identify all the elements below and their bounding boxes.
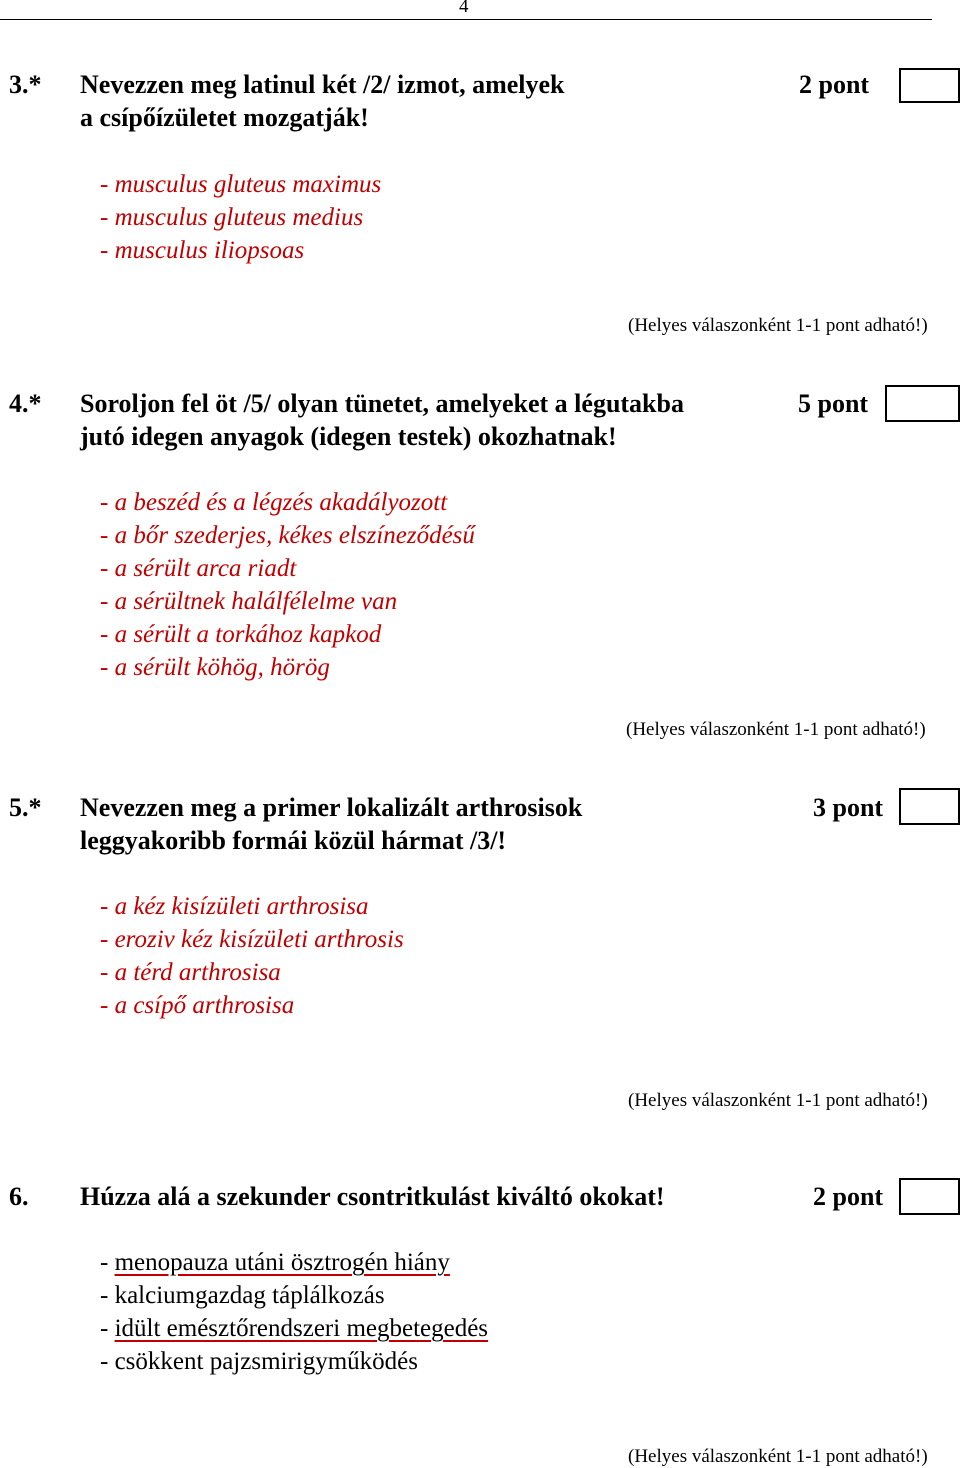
question-3-score-box[interactable] xyxy=(899,68,960,103)
question-3-number: 3.* xyxy=(9,70,42,99)
answer-item: - musculus gluteus medius xyxy=(100,204,364,231)
header-rule xyxy=(0,19,932,20)
question-5-number: 5.* xyxy=(9,793,42,822)
answer-item: - a térd arthrosisa xyxy=(100,959,281,986)
answer-dash: - xyxy=(100,1315,115,1342)
question-5-scoring-note: (Helyes válaszonként 1-1 pont adható!) xyxy=(628,1090,928,1111)
question-3-text-line2: a csípőízületet mozgatják! xyxy=(80,103,369,132)
answer-item[interactable] xyxy=(100,1282,385,1310)
answer-item: - musculus gluteus maximus xyxy=(100,171,382,198)
answer-text-underlined: idült emésztőrendszeri megbetegedés xyxy=(114,1315,489,1342)
question-3-scoring-note: (Helyes válaszonként 1-1 pont adható!) xyxy=(628,315,928,336)
answer-text-underlined: menopauza utáni ösztrogén hiány xyxy=(114,1249,450,1276)
answer-dash: - xyxy=(100,1249,115,1276)
question-6-text: Húzza alá a szekunder csontritkulást kiváltó okokat! xyxy=(80,1182,665,1211)
answer-item: - a sérült köhög, hörög xyxy=(100,654,330,681)
answer-item[interactable] xyxy=(100,1249,450,1277)
question-5-score-box[interactable] xyxy=(899,788,960,825)
question-4-text-line1: Soroljon fel öt /5/ olyan tünetet, amelyeket a légutakba xyxy=(80,389,684,418)
question-6-scoring-note: (Helyes válaszonként 1-1 pont adható!) xyxy=(628,1446,928,1467)
question-4-scoring-note: (Helyes válaszonként 1-1 pont adható!) xyxy=(626,719,926,740)
page-number: 4 xyxy=(459,0,469,17)
question-6-number: 6. xyxy=(9,1182,29,1211)
answer-item: - a sérült a torkához kapkod xyxy=(100,621,382,648)
question-4-score-box[interactable] xyxy=(885,385,960,422)
answer-item: - a csípő arthrosisa xyxy=(100,992,295,1019)
answer-item: - a beszéd és a légzés akadályozott xyxy=(100,489,448,516)
answer-item[interactable] xyxy=(100,1315,488,1343)
answer-item: - eroziv kéz kisízületi arthrosis xyxy=(100,926,404,953)
answer-dash: - xyxy=(100,1348,115,1375)
question-5-text-line1: Nevezzen meg a primer lokalizált arthrosisok xyxy=(80,793,583,822)
answer-item: - a kéz kisízületi arthrosisa xyxy=(100,893,369,920)
answer-text: csökkent pajzsmirigyműködés xyxy=(114,1348,418,1375)
answer-text: kalciumgazdag táplálkozás xyxy=(114,1282,385,1309)
answer-item: - a sérültnek halálfélelme van xyxy=(100,588,398,615)
answer-item: - musculus iliopsoas xyxy=(100,237,305,264)
question-5-text-line2: leggyakoribb formái közül hármat /3/! xyxy=(80,826,507,855)
question-3-text-line1: Nevezzen meg latinul két /2/ izmot, amelyek xyxy=(80,70,565,99)
question-4-text-line2: jutó idegen anyagok (idegen testek) okozhatnak! xyxy=(80,422,617,451)
question-3-points: 2 pont xyxy=(799,70,870,99)
answer-item: - a sérült arca riadt xyxy=(100,555,297,582)
question-4-points: 5 pont xyxy=(798,389,869,418)
question-6-score-box[interactable] xyxy=(899,1178,960,1215)
question-4-number: 4.* xyxy=(9,389,42,418)
answer-dash: - xyxy=(100,1282,115,1309)
question-6-points: 2 pont xyxy=(813,1182,884,1211)
answer-item[interactable] xyxy=(100,1348,418,1376)
answer-item: - a bőr szederjes, kékes elszíneződésű xyxy=(100,522,475,549)
question-5-points: 3 pont xyxy=(813,793,884,822)
